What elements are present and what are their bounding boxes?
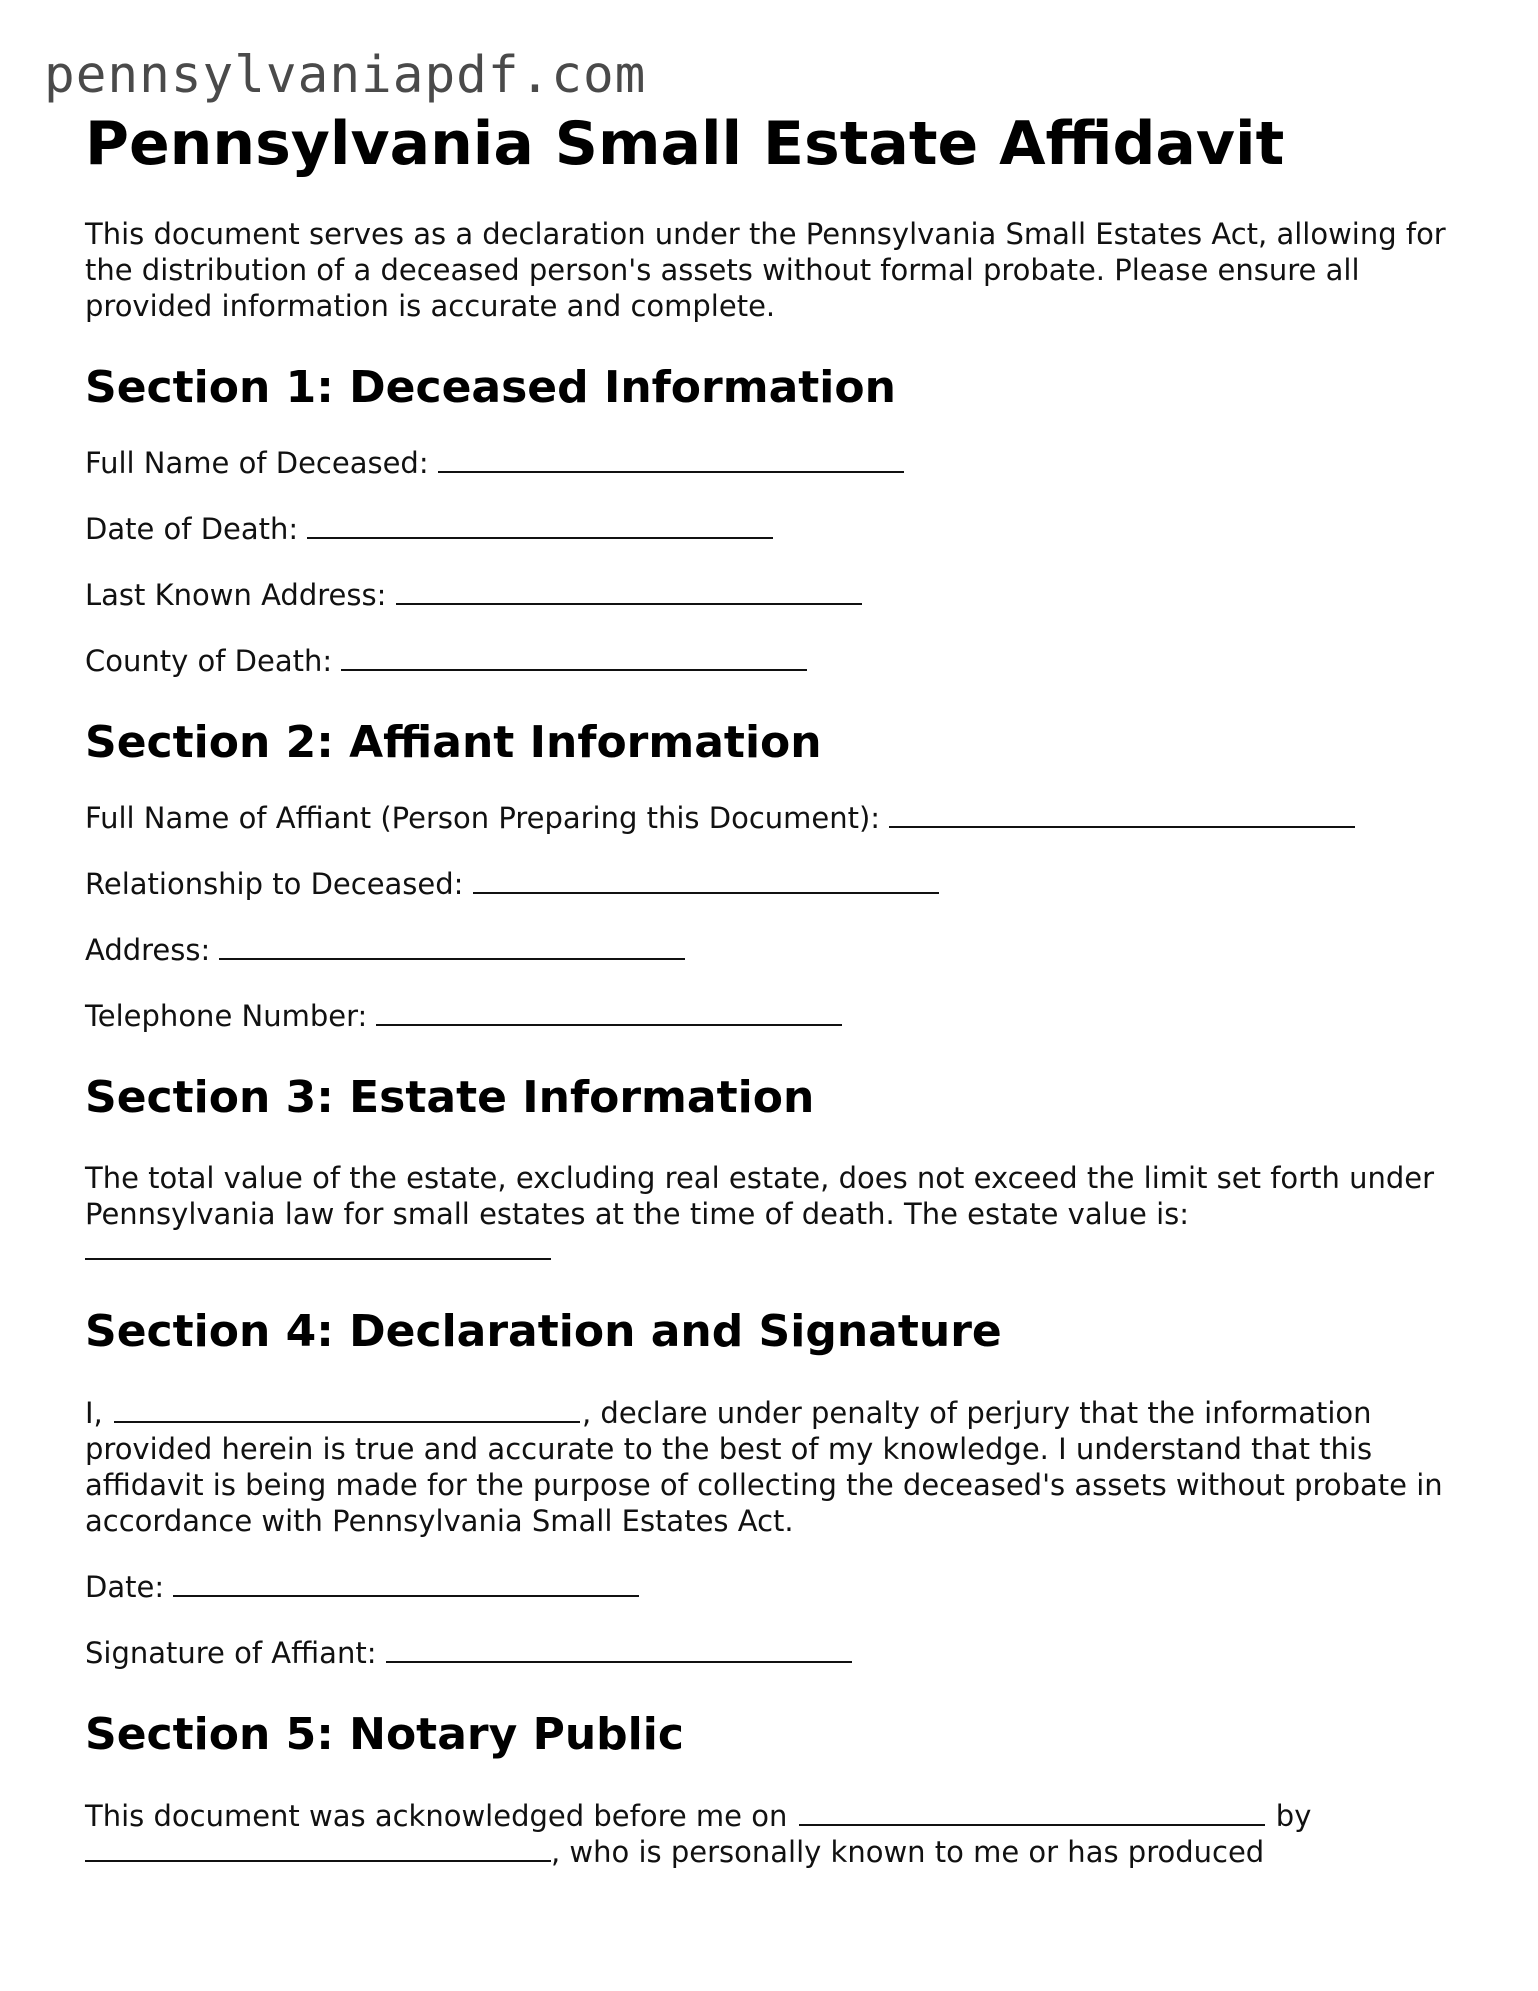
field-label: Date: bbox=[85, 1570, 165, 1605]
field-label: Address: bbox=[85, 932, 211, 967]
telephone-blank[interactable] bbox=[376, 1002, 842, 1026]
field-label: Signature of Affiant: bbox=[85, 1636, 377, 1671]
estate-value-paragraph bbox=[85, 1160, 1465, 1268]
relationship-blank[interactable] bbox=[473, 870, 939, 894]
field-label: Telephone Number: bbox=[85, 998, 368, 1033]
field-label: Last Known Address: bbox=[85, 577, 387, 612]
telephone-field bbox=[85, 998, 1465, 1034]
field-label: Full Name of Deceased: bbox=[85, 445, 429, 480]
notary-text-2: by bbox=[1275, 1798, 1312, 1833]
notary-person-blank[interactable] bbox=[85, 1838, 551, 1862]
deceased-name-blank[interactable] bbox=[438, 449, 904, 473]
declaration-date-blank[interactable] bbox=[173, 1573, 639, 1597]
field-label: Relationship to Deceased: bbox=[85, 866, 464, 901]
affiant-name-field bbox=[85, 800, 1465, 836]
watermark: pennsylvaniapdf.com bbox=[44, 46, 647, 105]
field-label: Date of Death: bbox=[85, 511, 299, 546]
declaration-prefix: I, bbox=[85, 1396, 103, 1431]
deceased-name-field bbox=[85, 445, 1465, 481]
estate-value-text: The total value of the estate, excluding real estate, does not exceed the limit set forth under Pennsylvania law for small estates at the time of death. The estate value is: bbox=[85, 1161, 1434, 1232]
field-label: County of Death: bbox=[85, 643, 333, 678]
relationship-field bbox=[85, 866, 1465, 902]
last-address-field bbox=[85, 577, 1465, 613]
date-of-death-field bbox=[85, 511, 1465, 547]
affiant-signature-blank[interactable] bbox=[386, 1639, 852, 1663]
affiant-address-blank[interactable] bbox=[219, 936, 685, 960]
date-of-death-blank[interactable] bbox=[307, 515, 773, 539]
notary-text-1: This document was acknowledged before me on bbox=[85, 1798, 788, 1833]
section-1-heading: Section 1: Deceased Information bbox=[85, 362, 896, 413]
field-label: Full Name of Affiant (Person Preparing this Document): bbox=[85, 800, 881, 835]
section-3-heading: Section 3: Estate Information bbox=[85, 1071, 815, 1123]
declaration-date-field bbox=[85, 1569, 1465, 1605]
estate-value-blank[interactable] bbox=[85, 1236, 551, 1260]
intro-paragraph: This document serves as a declaration under the Pennsylvania Small Estates Act, allowing for the distribution of a deceased person's assets without formal probate. Please ensure all provided information is accurate and complete. bbox=[85, 217, 1446, 323]
declaration-paragraph bbox=[85, 1395, 1465, 1539]
affiant-address-field bbox=[85, 932, 1465, 968]
county-of-death-field bbox=[85, 643, 1465, 679]
section-4-heading: Section 4: Declaration and Signature bbox=[85, 1306, 1002, 1358]
notary-paragraph bbox=[85, 1798, 1465, 1870]
last-address-blank[interactable] bbox=[396, 581, 862, 605]
document-page bbox=[85, 108, 1465, 1870]
section-5-heading: Section 5: Notary Public bbox=[85, 1709, 684, 1761]
declarant-name-blank[interactable] bbox=[114, 1399, 580, 1423]
notary-date-blank[interactable] bbox=[799, 1802, 1265, 1826]
section-2-heading: Section 2: Affiant Information bbox=[85, 716, 822, 768]
affiant-name-blank[interactable] bbox=[889, 804, 1355, 828]
document-title: Pennsylvania Small Estate Affidavit bbox=[85, 109, 1285, 179]
notary-text-3: , who is personally known to me or has produced bbox=[551, 1834, 1265, 1869]
county-of-death-blank[interactable] bbox=[341, 647, 807, 671]
declaration-text: , declare under penalty of perjury that the information provided herein is true and accurate to the best of my knowledge. I understand that this affidavit is being made for the purpose of collecting the deceased's assets without probate in accordance with Pennsylvania Small Estates Act. bbox=[85, 1396, 1443, 1539]
affiant-signature-field bbox=[85, 1635, 1465, 1671]
